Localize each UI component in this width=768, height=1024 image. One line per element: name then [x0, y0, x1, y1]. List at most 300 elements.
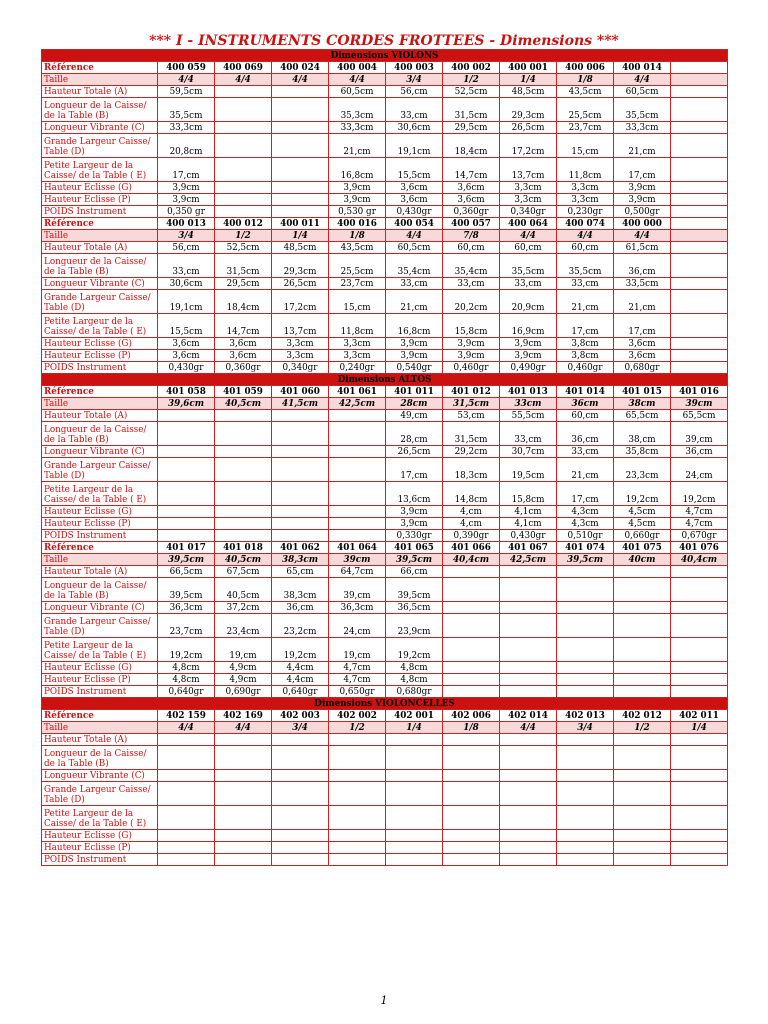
cell-longueur-vibrante: 29,5cm — [443, 122, 500, 134]
row-petite-largeur — [42, 482, 728, 506]
cell-poids — [329, 854, 386, 866]
cell-poids — [671, 206, 728, 218]
row-label: Hauteur Eclisse (P) — [42, 194, 158, 206]
cell-grande-largeur — [557, 614, 614, 638]
row-label: Petite Largeur de la Caisse/ de la Table ( E) — [42, 806, 158, 830]
cell-taille: 42,5cm — [500, 554, 557, 566]
cell-poids: 0,330gr — [386, 530, 443, 542]
row-poids — [42, 206, 728, 218]
cell-reference: 402 011 — [671, 710, 728, 722]
cell-hauteur-eclisse-g: 4,7cm — [671, 506, 728, 518]
cell-longueur-vibrante: 33,3cm — [614, 122, 671, 134]
cell-longueur-caisse — [671, 746, 728, 770]
row-poids — [42, 854, 728, 866]
cell-hauteur-eclisse-p: 4,cm — [443, 518, 500, 530]
cell-grande-largeur — [671, 782, 728, 806]
cell-hauteur-totale: 66,cm — [386, 566, 443, 578]
cell-reference: 400 069 — [215, 62, 272, 74]
cell-taille: 4/4 — [500, 230, 557, 242]
cell-grande-largeur: 18,3cm — [443, 458, 500, 482]
cell-poids: 0,390gr — [443, 530, 500, 542]
cell-longueur-vibrante: 36,5cm — [386, 602, 443, 614]
cell-hauteur-eclisse-g — [158, 830, 215, 842]
cell-petite-largeur: 14,7cm — [215, 314, 272, 338]
cell-petite-largeur — [272, 482, 329, 506]
cell-hauteur-eclisse-g: 3,9cm — [500, 338, 557, 350]
cell-longueur-vibrante — [158, 770, 215, 782]
cell-grande-largeur — [443, 614, 500, 638]
cell-petite-largeur — [272, 806, 329, 830]
cell-hauteur-totale — [443, 734, 500, 746]
cell-grande-largeur — [329, 458, 386, 482]
cell-poids: 0,690gr — [215, 686, 272, 698]
cell-hauteur-eclisse-g — [215, 182, 272, 194]
cell-longueur-caisse — [158, 746, 215, 770]
cell-taille: 40,5cm — [215, 398, 272, 410]
cell-reference: 402 001 — [386, 710, 443, 722]
cell-taille: 1/8 — [557, 74, 614, 86]
cell-longueur-caisse: 35,5cm — [500, 254, 557, 278]
cell-longueur-vibrante — [557, 602, 614, 614]
cell-hauteur-totale — [671, 734, 728, 746]
row-hauteur-eclisse-p — [42, 194, 728, 206]
row-longueur-caisse — [42, 98, 728, 122]
cell-taille: 38cm — [614, 398, 671, 410]
cell-petite-largeur — [215, 482, 272, 506]
cell-hauteur-eclisse-p: 3,6cm — [386, 194, 443, 206]
cell-petite-largeur: 15,8cm — [500, 482, 557, 506]
cell-taille: 4/4 — [500, 722, 557, 734]
cell-hauteur-eclisse-g: 3,6cm — [443, 182, 500, 194]
cell-hauteur-eclisse-p — [443, 842, 500, 854]
cell-hauteur-eclisse-g: 4,3cm — [557, 506, 614, 518]
row-label: Longueur Vibrante (C) — [42, 446, 158, 458]
cell-longueur-caisse — [158, 422, 215, 446]
cell-hauteur-eclisse-p — [215, 194, 272, 206]
page-title: *** I - INSTRUMENTS CORDES FROTTEES - Dimensions *** — [149, 33, 619, 49]
cell-longueur-vibrante — [671, 770, 728, 782]
cell-hauteur-eclisse-g: 4,4cm — [272, 662, 329, 674]
cell-hauteur-totale: 53,cm — [443, 410, 500, 422]
cell-reference: 402 006 — [443, 710, 500, 722]
cell-grande-largeur: 24,cm — [329, 614, 386, 638]
cell-reference: 401 058 — [158, 386, 215, 398]
cell-hauteur-eclisse-p: 3,9cm — [386, 350, 443, 362]
row-label: Taille — [42, 398, 158, 410]
cell-grande-largeur — [272, 458, 329, 482]
cell-reference — [671, 62, 728, 74]
cell-poids — [215, 206, 272, 218]
row-label: Grande Largeur Caisse/ Table (D) — [42, 290, 158, 314]
cell-longueur-vibrante: 29,5cm — [215, 278, 272, 290]
cell-hauteur-eclisse-g — [671, 662, 728, 674]
row-label: Longueur Vibrante (C) — [42, 278, 158, 290]
cell-longueur-caisse — [215, 422, 272, 446]
cell-hauteur-eclisse-g — [614, 830, 671, 842]
cell-reference: 400 003 — [386, 62, 443, 74]
row-label: Longueur de la Caisse/ de la Table (B) — [42, 254, 158, 278]
cell-reference: 401 065 — [386, 542, 443, 554]
cell-poids: 0,680gr — [386, 686, 443, 698]
section-header-row — [42, 698, 728, 710]
cell-longueur-vibrante — [329, 446, 386, 458]
row-longueur-vibrante — [42, 446, 728, 458]
cell-hauteur-totale — [500, 566, 557, 578]
cell-petite-largeur: 16,9cm — [500, 314, 557, 338]
cell-grande-largeur — [614, 782, 671, 806]
cell-petite-largeur: 17,cm — [158, 158, 215, 182]
cell-petite-largeur — [158, 806, 215, 830]
row-label: Grande Largeur Caisse/ Table (D) — [42, 614, 158, 638]
cell-petite-largeur: 13,7cm — [500, 158, 557, 182]
cell-poids — [500, 854, 557, 866]
cell-reference: 400 016 — [329, 218, 386, 230]
cell-grande-largeur: 21,cm — [557, 290, 614, 314]
cell-longueur-vibrante — [614, 770, 671, 782]
cell-longueur-vibrante: 30,6cm — [386, 122, 443, 134]
cell-grande-largeur: 15,cm — [329, 290, 386, 314]
row-label: Référence — [42, 542, 158, 554]
cell-taille: 1/4 — [386, 722, 443, 734]
cell-longueur-caisse: 25,5cm — [557, 98, 614, 122]
cell-hauteur-eclisse-g — [158, 506, 215, 518]
row-label: Hauteur Totale (A) — [42, 734, 158, 746]
row-label: Longueur Vibrante (C) — [42, 602, 158, 614]
cell-reference: 402 003 — [272, 710, 329, 722]
cell-hauteur-eclisse-p: 4,7cm — [671, 518, 728, 530]
row-taille — [42, 398, 728, 410]
cell-taille: 1/2 — [329, 722, 386, 734]
cell-longueur-caisse: 36,cm — [557, 422, 614, 446]
cell-petite-largeur — [614, 638, 671, 662]
cell-hauteur-eclisse-g: 4,1cm — [500, 506, 557, 518]
cell-taille: 3/4 — [272, 722, 329, 734]
cell-hauteur-totale — [671, 566, 728, 578]
cell-hauteur-eclisse-p: 4,7cm — [329, 674, 386, 686]
cell-longueur-vibrante: 33,cm — [557, 446, 614, 458]
cell-hauteur-totale: 65,cm — [272, 566, 329, 578]
cell-hauteur-totale — [215, 734, 272, 746]
cell-hauteur-totale: 64,7cm — [329, 566, 386, 578]
cell-longueur-vibrante: 23,7cm — [557, 122, 614, 134]
row-longueur-vibrante — [42, 122, 728, 134]
row-label: Longueur Vibrante (C) — [42, 122, 158, 134]
cell-taille: 39cm — [671, 398, 728, 410]
row-reference — [42, 62, 728, 74]
cell-grande-largeur — [671, 134, 728, 158]
cell-hauteur-eclisse-p: 4,3cm — [557, 518, 614, 530]
cell-poids — [614, 686, 671, 698]
cell-longueur-vibrante: 26,5cm — [386, 446, 443, 458]
cell-taille: 28cm — [386, 398, 443, 410]
cell-longueur-caisse — [215, 98, 272, 122]
cell-hauteur-eclisse-p — [614, 842, 671, 854]
cell-hauteur-eclisse-p: 4,8cm — [158, 674, 215, 686]
cell-longueur-vibrante — [272, 446, 329, 458]
cell-poids — [500, 686, 557, 698]
cell-hauteur-eclisse-p — [443, 674, 500, 686]
cell-grande-largeur: 19,1cm — [158, 290, 215, 314]
cell-hauteur-eclisse-g: 3,3cm — [272, 338, 329, 350]
cell-hauteur-eclisse-p — [215, 842, 272, 854]
cell-grande-largeur: 23,3cm — [614, 458, 671, 482]
cell-poids — [272, 206, 329, 218]
cell-hauteur-eclisse-g — [557, 662, 614, 674]
row-hauteur-eclisse-g — [42, 506, 728, 518]
cell-reference: 401 062 — [272, 542, 329, 554]
cell-longueur-vibrante — [671, 602, 728, 614]
row-reference — [42, 218, 728, 230]
cell-taille: 40,4cm — [443, 554, 500, 566]
row-label: Grande Largeur Caisse/ Table (D) — [42, 134, 158, 158]
cell-hauteur-totale: 60,cm — [557, 410, 614, 422]
cell-petite-largeur: 13,6cm — [386, 482, 443, 506]
row-hauteur-eclisse-g — [42, 182, 728, 194]
cell-longueur-caisse — [671, 98, 728, 122]
cell-reference: 400 057 — [443, 218, 500, 230]
cell-petite-largeur — [557, 806, 614, 830]
row-label: Hauteur Totale (A) — [42, 242, 158, 254]
cell-taille: 31,5cm — [443, 398, 500, 410]
cell-taille: 1/2 — [614, 722, 671, 734]
cell-hauteur-eclisse-g — [272, 830, 329, 842]
row-label: Taille — [42, 554, 158, 566]
cell-hauteur-eclisse-p: 4,8cm — [386, 674, 443, 686]
cell-longueur-vibrante: 35,8cm — [614, 446, 671, 458]
cell-hauteur-totale: 43,5cm — [329, 242, 386, 254]
cell-reference: 402 014 — [500, 710, 557, 722]
cell-hauteur-totale — [215, 86, 272, 98]
cell-longueur-vibrante — [386, 770, 443, 782]
cell-grande-largeur — [443, 782, 500, 806]
cell-hauteur-eclisse-g — [671, 182, 728, 194]
cell-reference: 400 024 — [272, 62, 329, 74]
row-label: POIDS Instrument — [42, 362, 158, 374]
cell-petite-largeur: 15,5cm — [158, 314, 215, 338]
cell-hauteur-eclisse-g — [272, 182, 329, 194]
cell-poids — [158, 530, 215, 542]
row-petite-largeur — [42, 314, 728, 338]
cell-grande-largeur: 20,8cm — [158, 134, 215, 158]
cell-hauteur-eclisse-g: 3,6cm — [158, 338, 215, 350]
cell-longueur-caisse: 39,cm — [671, 422, 728, 446]
cell-grande-largeur: 21,cm — [329, 134, 386, 158]
row-label: Taille — [42, 722, 158, 734]
row-label: Longueur de la Caisse/ de la Table (B) — [42, 98, 158, 122]
cell-hauteur-totale: 60,cm — [443, 242, 500, 254]
section-header-row — [42, 50, 728, 62]
cell-hauteur-eclisse-p — [272, 518, 329, 530]
cell-poids: 0,360gr — [215, 362, 272, 374]
cell-reference: 401 012 — [443, 386, 500, 398]
row-label: POIDS Instrument — [42, 206, 158, 218]
row-label: Hauteur Eclisse (G) — [42, 338, 158, 350]
cell-hauteur-eclisse-p — [671, 842, 728, 854]
row-longueur-caisse — [42, 422, 728, 446]
cell-hauteur-totale: 48,5cm — [500, 86, 557, 98]
cell-longueur-caisse: 35,4cm — [386, 254, 443, 278]
cell-hauteur-eclisse-g — [386, 830, 443, 842]
cell-grande-largeur — [158, 458, 215, 482]
cell-grande-largeur — [329, 782, 386, 806]
cell-hauteur-totale — [614, 566, 671, 578]
cell-longueur-caisse — [500, 578, 557, 602]
cell-hauteur-eclisse-g: 3,6cm — [215, 338, 272, 350]
cell-hauteur-totale: 60,5cm — [614, 86, 671, 98]
cell-longueur-vibrante — [443, 602, 500, 614]
cell-hauteur-eclisse-p — [329, 842, 386, 854]
cell-hauteur-eclisse-p: 3,3cm — [500, 194, 557, 206]
row-poids — [42, 362, 728, 374]
cell-hauteur-eclisse-p: 3,6cm — [614, 350, 671, 362]
cell-hauteur-eclisse-g: 3,6cm — [614, 338, 671, 350]
row-longueur-caisse — [42, 578, 728, 602]
cell-grande-largeur: 15,cm — [557, 134, 614, 158]
cell-longueur-vibrante — [443, 770, 500, 782]
cell-longueur-caisse: 35,5cm — [614, 98, 671, 122]
cell-longueur-caisse — [671, 254, 728, 278]
cell-hauteur-totale: 60,5cm — [386, 242, 443, 254]
cell-longueur-vibrante — [272, 122, 329, 134]
cell-reference: 402 012 — [614, 710, 671, 722]
row-label: Petite Largeur de la Caisse/ de la Table ( E) — [42, 314, 158, 338]
row-label: Hauteur Eclisse (G) — [42, 662, 158, 674]
cell-hauteur-totale: 59,5cm — [158, 86, 215, 98]
section-title: Dimensions ALTOS — [42, 374, 728, 386]
cell-taille: 4/4 — [215, 722, 272, 734]
row-grande-largeur — [42, 134, 728, 158]
cell-hauteur-totale — [272, 410, 329, 422]
cell-reference: 401 018 — [215, 542, 272, 554]
cell-taille — [671, 230, 728, 242]
row-label: POIDS Instrument — [42, 854, 158, 866]
cell-hauteur-eclisse-p — [500, 842, 557, 854]
cell-taille: 40,4cm — [671, 554, 728, 566]
row-label: Hauteur Totale (A) — [42, 566, 158, 578]
cell-petite-largeur: 19,cm — [215, 638, 272, 662]
cell-hauteur-eclisse-g: 4,7cm — [329, 662, 386, 674]
cell-longueur-caisse — [443, 746, 500, 770]
cell-longueur-caisse: 40,5cm — [215, 578, 272, 602]
cell-hauteur-eclisse-p: 4,4cm — [272, 674, 329, 686]
row-label: Référence — [42, 62, 158, 74]
cell-poids: 0,680gr — [614, 362, 671, 374]
cell-poids — [215, 854, 272, 866]
cell-taille: 33cm — [500, 398, 557, 410]
cell-hauteur-eclisse-g: 4,8cm — [158, 662, 215, 674]
cell-reference: 402 013 — [557, 710, 614, 722]
cell-longueur-caisse — [557, 746, 614, 770]
cell-longueur-vibrante: 33,3cm — [329, 122, 386, 134]
cell-taille: 1/2 — [215, 230, 272, 242]
row-label: Hauteur Eclisse (G) — [42, 182, 158, 194]
cell-hauteur-eclisse-p: 4,1cm — [500, 518, 557, 530]
cell-hauteur-totale: 49,cm — [386, 410, 443, 422]
cell-hauteur-eclisse-p: 3,6cm — [158, 350, 215, 362]
cell-petite-largeur — [671, 158, 728, 182]
cell-longueur-caisse: 39,5cm — [386, 578, 443, 602]
cell-poids: 0,670gr — [671, 530, 728, 542]
cell-hauteur-eclisse-p — [671, 194, 728, 206]
cell-hauteur-totale — [386, 734, 443, 746]
cell-hauteur-eclisse-g — [671, 338, 728, 350]
cell-hauteur-eclisse-p: 3,8cm — [557, 350, 614, 362]
cell-hauteur-totale: 67,5cm — [215, 566, 272, 578]
cell-longueur-vibrante: 26,5cm — [272, 278, 329, 290]
cell-longueur-caisse: 35,5cm — [158, 98, 215, 122]
cell-grande-largeur: 23,4cm — [215, 614, 272, 638]
cell-petite-largeur — [500, 806, 557, 830]
cell-reference: 401 074 — [557, 542, 614, 554]
cell-taille: 40cm — [614, 554, 671, 566]
cell-petite-largeur — [386, 806, 443, 830]
cell-hauteur-totale — [671, 242, 728, 254]
cell-poids: 0,430gr — [500, 530, 557, 542]
cell-reference: 400 074 — [557, 218, 614, 230]
cell-longueur-caisse: 35,5cm — [557, 254, 614, 278]
cell-petite-largeur — [671, 638, 728, 662]
page-number: 1 — [380, 994, 388, 1007]
cell-longueur-caisse: 38,3cm — [272, 578, 329, 602]
cell-petite-largeur: 17,cm — [614, 158, 671, 182]
cell-grande-largeur — [272, 782, 329, 806]
cell-reference: 401 060 — [272, 386, 329, 398]
row-label: Petite Largeur de la Caisse/ de la Table ( E) — [42, 482, 158, 506]
cell-poids — [671, 686, 728, 698]
cell-hauteur-eclisse-p — [272, 194, 329, 206]
cell-longueur-caisse — [443, 578, 500, 602]
cell-petite-largeur: 16,8cm — [329, 158, 386, 182]
cell-taille: 3/4 — [158, 230, 215, 242]
row-longueur-vibrante — [42, 770, 728, 782]
cell-hauteur-eclisse-p — [329, 518, 386, 530]
row-label: Référence — [42, 218, 158, 230]
cell-poids: 0,660gr — [614, 530, 671, 542]
cell-hauteur-eclisse-p: 3,6cm — [443, 194, 500, 206]
section-title: Dimensions VIOLONCELLES — [42, 698, 728, 710]
row-longueur-caisse — [42, 746, 728, 770]
row-poids — [42, 686, 728, 698]
cell-hauteur-eclisse-g: 3,9cm — [386, 338, 443, 350]
cell-poids: 0,230gr — [557, 206, 614, 218]
cell-longueur-vibrante — [272, 770, 329, 782]
cell-hauteur-eclisse-g — [215, 506, 272, 518]
row-label: Hauteur Eclisse (P) — [42, 350, 158, 362]
row-label: Taille — [42, 230, 158, 242]
cell-taille: 4/4 — [158, 722, 215, 734]
cell-grande-largeur: 19,1cm — [386, 134, 443, 158]
cell-petite-largeur: 14,7cm — [443, 158, 500, 182]
cell-hauteur-totale — [557, 566, 614, 578]
cell-longueur-caisse: 38,cm — [614, 422, 671, 446]
cell-longueur-caisse — [215, 746, 272, 770]
row-petite-largeur — [42, 638, 728, 662]
cell-longueur-vibrante — [215, 446, 272, 458]
row-label: Hauteur Totale (A) — [42, 410, 158, 422]
cell-hauteur-totale: 52,5cm — [443, 86, 500, 98]
cell-petite-largeur: 17,cm — [557, 482, 614, 506]
row-label: Référence — [42, 386, 158, 398]
cell-grande-largeur: 24,cm — [671, 458, 728, 482]
cell-hauteur-totale — [614, 734, 671, 746]
row-hauteur-eclisse-p — [42, 518, 728, 530]
cell-grande-largeur: 23,7cm — [158, 614, 215, 638]
cell-poids: 0,340gr — [500, 206, 557, 218]
cell-poids — [671, 854, 728, 866]
cell-longueur-vibrante: 30,6cm — [158, 278, 215, 290]
cell-petite-largeur — [443, 806, 500, 830]
cell-longueur-caisse: 39,cm — [329, 578, 386, 602]
